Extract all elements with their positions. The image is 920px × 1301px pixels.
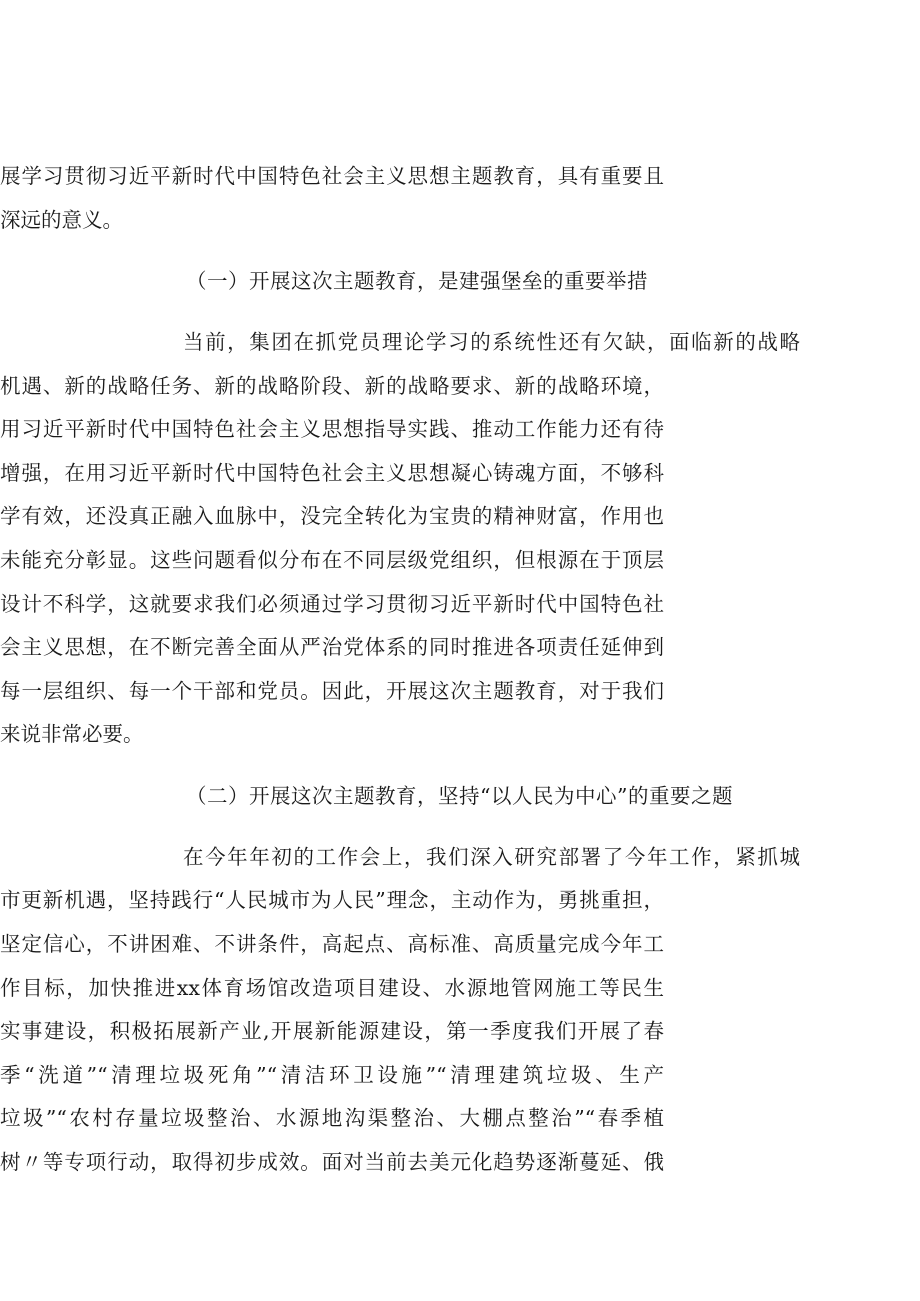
section-2-line-3: 坚定信心，不讲困难、不讲条件，高起点、高标准、高质量完成今年工 <box>0 932 664 956</box>
section-2-line-4: 作目标，加快推进xx体育场馆改造项目建设、水源地管网施工等民生 <box>0 976 664 1000</box>
section-1-line-9: 每一层组织、每一个干部和党员。因此，开展这次主题教育，对于我们 <box>0 679 664 703</box>
section-2-heading: （二）开展这次主题教育，坚持“以人民为中心”的重要之题 <box>186 784 733 808</box>
section-1-line-6: 未能充分彰显。这些问题看似分布在不同层级党组织，但根源在于顶层 <box>0 548 664 572</box>
intro-line-1: 展学习贯彻习近平新时代中国特色社会主义思想主题教育，具有重要且 <box>0 164 664 188</box>
intro-line-2: 深远的意义。 <box>0 208 123 232</box>
section-1-line-4: 增强，在用习近平新时代中国特色社会主义思想凝心铸魂方面，不够科 <box>0 461 664 485</box>
section-2-line-7: 垃圾”“农村存量垃圾整治、水源地沟渠整治、大棚点整治”“春季植 <box>0 1106 664 1130</box>
section-1-line-7: 设计不科学，这就要求我们必须通过学习贯彻习近平新时代中国特色社 <box>0 592 664 616</box>
section-2-line-6: 季“洗道”“清理垃圾死角”“清洁环卫设施”“清理建筑垃圾、生产 <box>0 1063 664 1087</box>
section-1-heading: （一）开展这次主题教育，是建强堡垒的重要举措 <box>186 269 648 293</box>
section-1-line-2: 机遇、新的战略任务、新的战略阶段、新的战略要求、新的战略环境， <box>0 374 664 398</box>
section-1-line-8: 会主义思想，在不断完善全面从严治党体系的同时推进各项责任延伸到 <box>0 635 664 659</box>
section-1-line-1: 当前，集团在抓党员理论学习的系统性还有欠缺，面临新的战略 <box>183 330 800 354</box>
section-2-line-1: 在今年年初的工作会上，我们深入研究部署了今年工作，紧抓城 <box>183 845 800 869</box>
section-1-line-10: 来说非常必要。 <box>0 722 144 746</box>
section-1-line-3: 用习近平新时代中国特色社会主义思想指导实践、推动工作能力还有待 <box>0 417 664 441</box>
section-2-line-2: 市更新机遇，坚持践行“人民城市为人民”理念，主动作为，勇挑重担， <box>0 888 664 912</box>
section-1-line-5: 学有效，还没真正融入血脉中，没完全转化为宝贵的精神财富，作用也 <box>0 504 664 528</box>
section-2-line-5: 实事建设，积极拓展新产业,开展新能源建设，第一季度我们开展了春 <box>0 1019 664 1043</box>
section-2-line-8: 树〃等专项行动，取得初步成效。面对当前去美元化趋势逐渐蔓延、俄 <box>0 1150 664 1174</box>
